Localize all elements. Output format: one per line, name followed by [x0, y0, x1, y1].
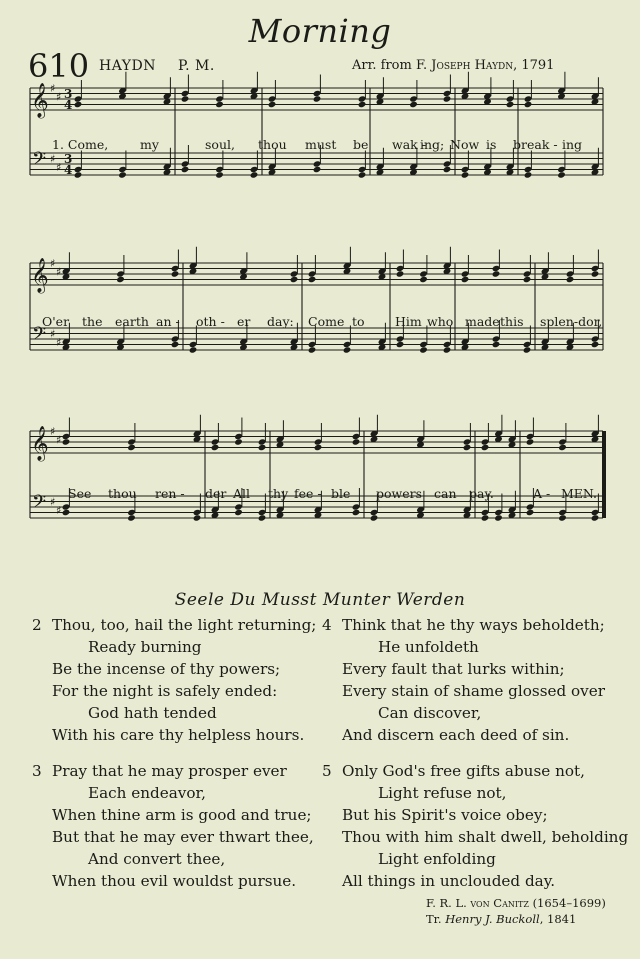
note-head [250, 171, 259, 178]
lyric-syllable: A - [533, 486, 551, 501]
stanza-number: 5 [322, 762, 332, 780]
stanza-line: Pray that he may prosper ever [52, 762, 287, 780]
translator-name: Henry J. Buckoll [445, 912, 540, 926]
lyric-syllable: er [237, 314, 251, 329]
lyric-syllable: break - [513, 137, 558, 152]
note-head [396, 270, 405, 277]
lyric-syllable: earth [115, 314, 149, 329]
lyric-syllable: my [140, 137, 159, 152]
treble-clef-icon: 𝄞 [31, 426, 49, 461]
note-head [211, 444, 220, 451]
sharp-icon: ♯ [56, 503, 62, 517]
hymn-title: Morning [248, 12, 392, 50]
stanza-line: Think that he thy ways beholdeth; [342, 616, 605, 634]
sharp-icon: ♯ [56, 160, 62, 174]
sharp-icon: ♯ [56, 335, 62, 349]
note-head [343, 346, 352, 353]
note-head [352, 438, 361, 445]
stanza-line: For the night is safely ended: [52, 682, 278, 700]
stanza-number: 4 [322, 616, 332, 634]
stanza-line: Ready burning [88, 638, 202, 656]
note-head [181, 95, 190, 102]
arrangement-year: , 1791 [513, 58, 555, 73]
note-head [506, 101, 515, 108]
author-dates: (1654–1699) [532, 896, 606, 910]
lyric-syllable: who [427, 314, 454, 329]
author-name: F. R. L. von Canitz [426, 896, 529, 910]
note-head [443, 166, 452, 173]
note-head [463, 444, 472, 451]
note-head [558, 444, 567, 451]
stanza-line: Every fault that lurks within; [342, 660, 565, 678]
note-head [358, 101, 367, 108]
note-head [171, 341, 180, 348]
lyric-syllable: der [205, 486, 227, 501]
note-head [268, 101, 277, 108]
sharp-icon: ♯ [56, 433, 62, 447]
treble-clef-icon: 𝄞 [31, 258, 49, 293]
lyric-syllable: thy [268, 486, 289, 501]
stanza-4 [322, 614, 632, 754]
note-head [492, 341, 501, 348]
lyric-syllable: Come [308, 314, 345, 329]
note-head [481, 444, 490, 451]
sharp-icon: ♯ [50, 495, 56, 509]
note-head [526, 509, 535, 516]
note-head [313, 95, 322, 102]
lyric-syllable: thou [258, 137, 287, 152]
note-head [523, 346, 532, 353]
stanza-line: Light enfolding [378, 850, 496, 868]
lyric-syllable: 1. Come, [52, 137, 109, 152]
lyric-line-2 [0, 314, 640, 330]
note-head [116, 276, 125, 283]
arrangement-prefix: Arr. from F. [352, 58, 428, 73]
note-head [308, 276, 317, 283]
stanza-line: But that he may ever thwart thee, [52, 828, 314, 846]
note-head [566, 276, 575, 283]
lyric-syllable: day: [267, 314, 294, 329]
note-head [481, 514, 490, 521]
stanza-number: 2 [32, 616, 42, 634]
time-signature-top: 3 [64, 152, 73, 166]
lyric-syllable: can [434, 486, 457, 501]
sharp-icon: ♯ [56, 90, 62, 104]
sharp-icon: ♯ [50, 425, 56, 438]
note-head [461, 276, 470, 283]
note-head [127, 444, 136, 451]
stanza-line: Every stain of shame glossed over [342, 682, 606, 700]
note-head [215, 101, 224, 108]
lyric-syllable: is [486, 137, 497, 152]
note-head [443, 95, 452, 102]
lyric-syllable: ren - [155, 486, 185, 501]
bass-clef-icon: 𝄢 [32, 492, 47, 517]
lyric-syllable: Now [450, 137, 480, 152]
note-head [443, 346, 452, 353]
lyric-syllable: O'er [42, 314, 70, 329]
bass-clef-icon: 𝄢 [32, 324, 47, 349]
note-head [118, 171, 127, 178]
stanza-line: He unfoldeth [378, 638, 479, 656]
stanza-line: But his Spirit's voice obey; [342, 806, 548, 824]
hymn-number: 610 [28, 47, 90, 85]
note-head [74, 101, 83, 108]
lyric-syllable: soul, [205, 137, 235, 152]
lyric-syllable: fee - [294, 486, 322, 501]
time-signature-bottom: 4 [64, 163, 73, 177]
sharp-icon: ♯ [50, 82, 56, 95]
note-head [290, 276, 299, 283]
note-head [352, 509, 361, 516]
note-head [558, 514, 567, 521]
lyric-syllable: the [82, 314, 103, 329]
stanza-5 [322, 760, 632, 900]
note-head [62, 509, 71, 516]
note-head [62, 438, 71, 445]
stanza-line: Can discover, [378, 704, 482, 722]
stanza-line: With his care thy helpless hours. [52, 726, 305, 744]
note-head [181, 166, 190, 173]
stanza-line: Light refuse not, [378, 784, 507, 802]
stanza-line: And discern each deed of sin. [342, 726, 570, 744]
lyric-syllable: oth - [196, 314, 225, 329]
stanza-line: Only God's free gifts abuse not, [342, 762, 585, 780]
author-credit [426, 896, 606, 910]
tune-subtitle: Seele Du Musst Munter Werden [174, 590, 466, 610]
lyric-syllable: to [352, 314, 365, 329]
stanza-line: And convert thee, [88, 850, 226, 868]
stanza-line: God hath tended [88, 704, 217, 722]
lyric-syllable: thou [108, 486, 137, 501]
note-head [127, 514, 136, 521]
lyric-syllable: powers [376, 486, 423, 501]
note-head [258, 514, 267, 521]
translator-year: , 1841 [539, 912, 577, 926]
lyric-syllable: See [68, 486, 92, 501]
stanza-2 [32, 614, 332, 754]
lyric-syllable: All [233, 486, 251, 501]
lyric-syllable: ing; [420, 137, 445, 152]
final-bar-line [602, 431, 606, 518]
note-head [591, 514, 600, 521]
sharp-icon: ♯ [50, 327, 56, 341]
stanza-3 [32, 760, 332, 900]
meter: P. M. [178, 58, 215, 74]
note-head [370, 514, 379, 521]
note-head [234, 438, 243, 445]
lyric-syllable: pay. [469, 486, 494, 501]
note-head [258, 444, 267, 451]
sharp-icon: ♯ [50, 257, 56, 270]
note-head [419, 276, 428, 283]
note-head [314, 444, 323, 451]
lyric-line-1 [0, 137, 640, 153]
lyric-syllable: wak - [392, 137, 426, 152]
stanza-line: Thou, too, hail the light returning; [52, 616, 317, 634]
stanza-line: Thou with him shalt dwell, beholding [342, 828, 629, 846]
note-head [419, 346, 428, 353]
note-head [494, 514, 503, 521]
lyric-syllable: be [353, 137, 369, 152]
tune-name: HAYDN [99, 58, 156, 74]
note-head [591, 341, 600, 348]
note-head [193, 514, 202, 521]
note-head [557, 171, 566, 178]
note-head [526, 438, 535, 445]
stanza-line: All things in unclouded day. [342, 872, 556, 890]
translator-prefix: Tr. [426, 912, 442, 926]
note-head [74, 171, 83, 178]
stanza-number: 3 [32, 762, 42, 780]
note-head [591, 270, 600, 277]
note-head [524, 101, 533, 108]
sharp-icon: ♯ [56, 265, 62, 279]
note-head [358, 171, 367, 178]
lyric-syllable: made [465, 314, 500, 329]
note-head [313, 166, 322, 173]
note-head [234, 509, 243, 516]
lyric-syllable: splen-dor, [540, 314, 603, 329]
sharp-icon: ♯ [50, 152, 56, 166]
arrangement-composer: Joseph Haydn [431, 58, 514, 73]
note-head [215, 171, 224, 178]
stanza-line: Be the incense of thy powers; [52, 660, 281, 678]
lyric-syllable: ble [331, 486, 351, 501]
lyric-syllable: must [305, 137, 337, 152]
note-head [524, 171, 533, 178]
stanza-line: When thou evil wouldst pursue. [52, 872, 297, 890]
lyric-syllable: an - [156, 314, 180, 329]
lyric-syllable: ing [562, 137, 583, 152]
lyric-line-3 [0, 486, 640, 502]
lyric-syllable: Him [395, 314, 422, 329]
translator-credit [426, 912, 576, 926]
treble-clef-icon: 𝄞 [31, 83, 49, 118]
note-head [396, 341, 405, 348]
note-head [308, 346, 317, 353]
time-signature-top: 3 [64, 87, 73, 101]
note-head [523, 276, 532, 283]
stanza-line: Each endeavor, [88, 784, 206, 802]
note-head [461, 171, 470, 178]
note-head [171, 270, 180, 277]
lyric-syllable: MEN. [561, 486, 598, 501]
stanza-line: When thine arm is good and true; [52, 806, 312, 824]
bass-clef-icon: 𝄢 [32, 149, 47, 174]
note-head [409, 101, 418, 108]
lyric-syllable: this [500, 314, 524, 329]
note-head [189, 346, 198, 353]
note-head [492, 270, 501, 277]
time-signature-bottom: 4 [64, 98, 73, 112]
